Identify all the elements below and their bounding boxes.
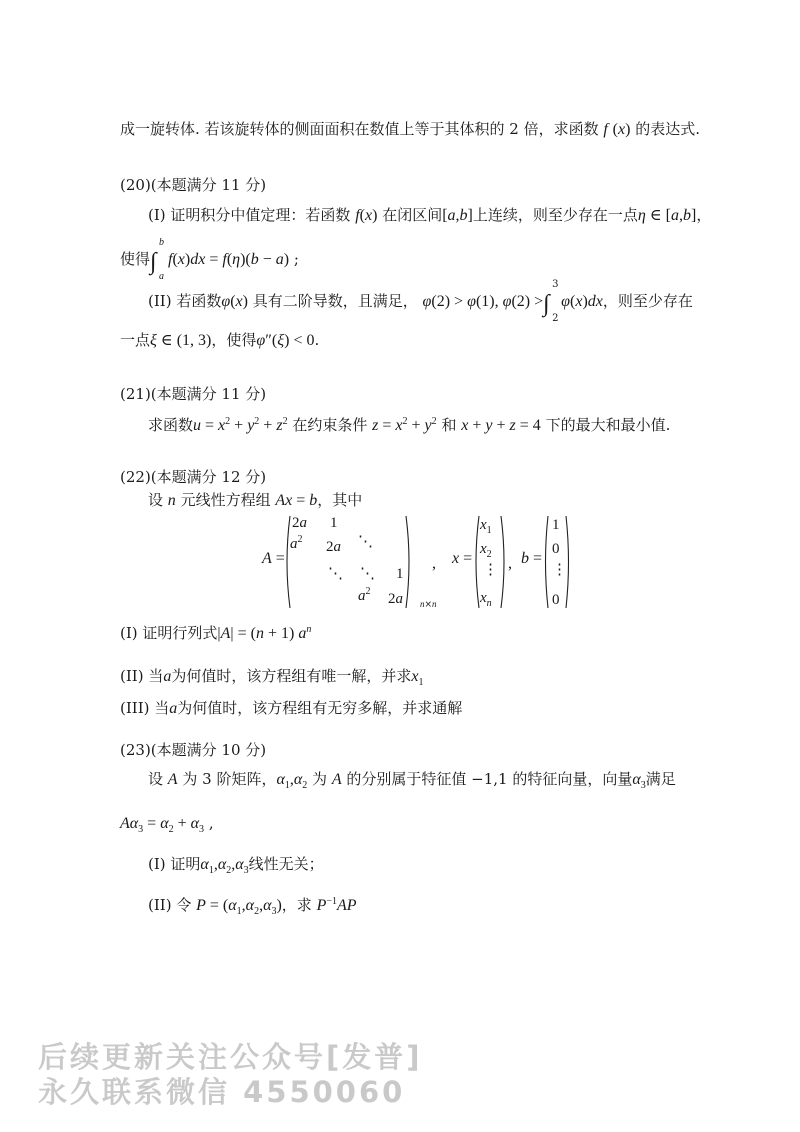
q21-text: 求函数$u = x^2 + y^2 + z^2$ 在约束条件 $z = x^2 + y^2$ 和 x + y + z = 4 下的最大和最小值. — [148, 416, 671, 434]
vector-b-entries: 1 0 ⋮ 0 — [552, 517, 567, 608]
q22-part2: (II) 当a为何值时，该方程组有唯一解，并求$x_1$ — [120, 667, 424, 688]
q23-relation: $A\alpha_3 = \alpha_2 + \alpha_3$ , — [120, 814, 214, 835]
q20-part1-formula: 使得∫ b a f(x)dx = f(η)(b − a) ; — [120, 237, 299, 282]
q23-part2: (II) 令 $P = (\alpha_1,\alpha_2,\alpha_3)$，求 $P^{-1}AP$ — [148, 896, 357, 917]
q20-part2-line: (II) 若函数φ(x) 具有二阶导数，且满足， φ(2) > φ(1), φ(2) >∫ 3 2 φ(x)dx，则至少存在 — [148, 279, 693, 324]
q22-intro: 设 n 元线性方程组 Ax = b，其中 — [148, 491, 363, 509]
q20-header: (20)(本题满分 11 分) — [120, 176, 267, 194]
q23-part1: (I) 证明$\alpha_1,\alpha_2,\alpha_3$线性无关； — [148, 855, 324, 876]
matrix-A-entries: 2a 1 $a^2$ 2a ⋱ ⋱ ⋱ 1 $a^2$ 2a — [290, 515, 404, 607]
q20-part1-line: (I) 证明积分中值定理：若函数 f(x) 在闭区间[a,b]上连续，则至少存在一点η ∈ [a,b]， — [148, 206, 712, 224]
watermark-line-1: 后续更新关注公众号[发普] — [38, 1040, 423, 1074]
q22-part1: (I) 证明行列式|A| = (n + 1) $a^n$ — [120, 624, 312, 642]
q22-part3: (III) 当a为何值时，该方程组有无穷多解，并求通解 — [120, 699, 463, 717]
q23-intro: 设 A 为 3 阶矩阵，$\alpha_1,\alpha_2$ 为 A 的分别属于特征值 −1,1 的特征向量，向量$\alpha_3$满足 — [148, 770, 676, 791]
q20-part2-conclusion: 一点ξ ∈ (1, 3)，使得φ″(ξ) < 0. — [120, 331, 320, 349]
q22-header: (22)(本题满分 12 分) — [120, 468, 267, 486]
q19-tail-line: 成一旋转体. 若该旋转体的侧面面积在数值上等于其体积的 2 倍，求函数 f (x) 的表达式. — [120, 120, 700, 138]
watermark-line-2: 永久联系微信 4550060 — [38, 1075, 406, 1109]
vector-x-entries: $x_1$ $x_2$ ⋮ $x_n$ — [480, 517, 498, 609]
q21-header: (21)(本题满分 11 分) — [120, 385, 267, 403]
q23-header: (23)(本题满分 10 分) — [120, 741, 267, 759]
